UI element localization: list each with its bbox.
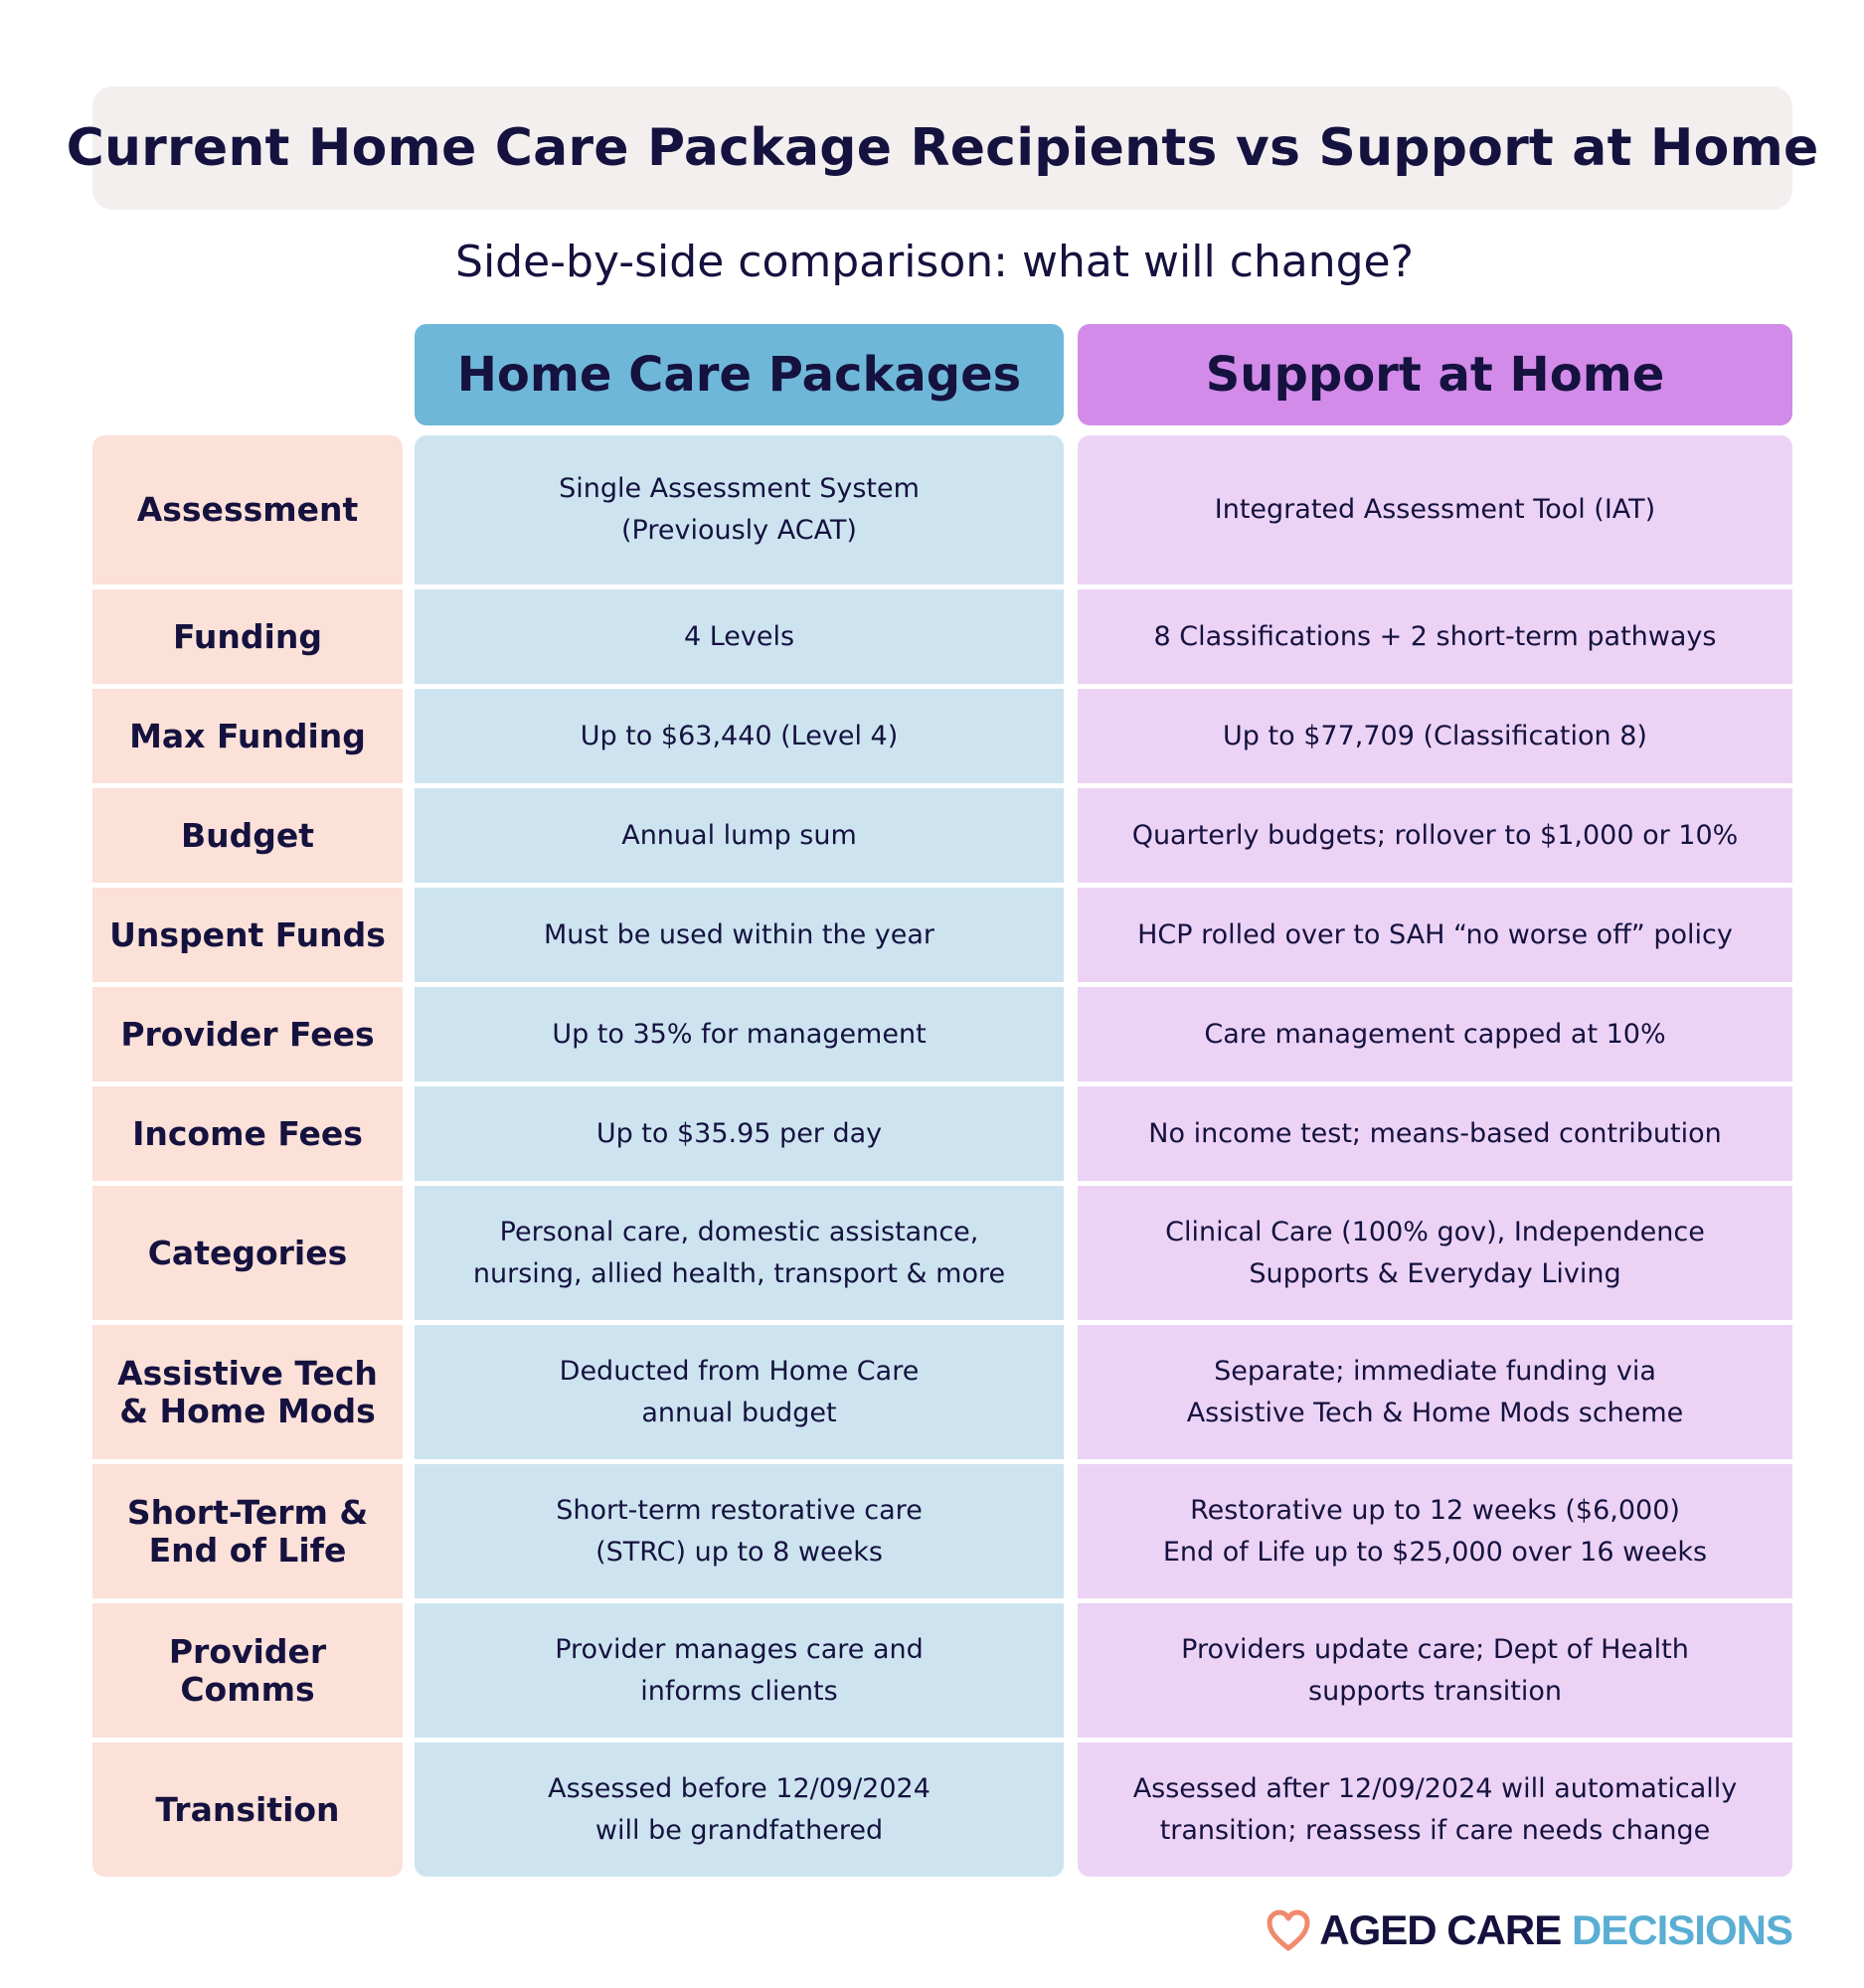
row-label-unspent-funds — [92, 883, 403, 982]
row-label-income-fees — [92, 1081, 403, 1181]
hcp-cell-text: Up to $35.95 per day — [595, 1117, 883, 1149]
row-label-text: Provider Fees — [120, 1014, 375, 1054]
sah-cell-text: Clinical Care (100% gov), Independence Supports & Everyday Living — [1165, 1216, 1705, 1289]
sah-cell-text: Restorative up to 12 weeks ($6,000) End of Life up to $25,000 over 16 weeks — [1162, 1494, 1708, 1568]
sah-cell-text: Quarterly budgets; rollover to $1,000 or 10% — [1131, 819, 1739, 851]
hcp-cell-assessment — [415, 435, 1064, 584]
hcp-cell-provider-fees — [415, 982, 1064, 1081]
row-label-provider-fees — [92, 982, 403, 1081]
row-label-categories — [92, 1181, 403, 1320]
aged-care-decisions-logo — [1266, 1901, 1792, 1960]
sah-cell-text: Up to $77,709 (Classification 8) — [1223, 720, 1647, 751]
row-label-budget — [92, 783, 403, 883]
hcp-cell-max-funding — [415, 684, 1064, 783]
sah-cell-budget — [1078, 783, 1792, 883]
sah-cell-text: HCP rolled over to SAH “no worse off” policy — [1137, 918, 1733, 950]
hcp-cell-provider-comms — [415, 1598, 1064, 1738]
sah-cell-provider-comms — [1078, 1598, 1792, 1738]
sah-cell-text: 8 Classifications + 2 short-term pathways — [1153, 620, 1717, 652]
sah-cell-funding — [1078, 584, 1792, 684]
row-labels-column — [92, 435, 403, 1877]
hcp-cell-unspent-funds — [415, 883, 1064, 982]
row-label-text: Transition — [155, 1789, 340, 1829]
row-label-text: Budget — [180, 815, 315, 855]
sah-cell-text: No income test; means-based contribution — [1148, 1117, 1722, 1149]
hcp-cell-text: Annual lump sum — [621, 819, 857, 851]
sah-cell-assessment — [1078, 435, 1792, 584]
logo-text-aged-care: AGED CARE — [1319, 1906, 1562, 1953]
hcp-cell-text: Up to $63,440 (Level 4) — [580, 720, 899, 751]
logo-text-decisions: DECISIONS — [1571, 1906, 1792, 1953]
sah-cell-max-funding — [1078, 684, 1792, 783]
hcp-cell-text: Deducted from Home Care annual budget — [559, 1355, 920, 1428]
hcp-cell-funding — [415, 584, 1064, 684]
hcp-cell-text: Assessed before 12/09/2024 will be grandfathered — [548, 1772, 931, 1846]
row-label-text: Max Funding — [129, 716, 366, 755]
row-label-funding — [92, 584, 403, 684]
hcp-cell-budget — [415, 783, 1064, 883]
row-label-max-funding — [92, 684, 403, 783]
row-label-transition — [92, 1738, 403, 1877]
title-banner — [66, 86, 1819, 210]
page-title: Current Home Care Package Recipients vs Support at Home — [66, 118, 1819, 178]
hcp-cell-income-fees — [415, 1081, 1064, 1181]
sah-cell-categories — [1078, 1181, 1792, 1320]
row-label-text: Unspent Funds — [109, 914, 386, 954]
hcp-cell-text: 4 Levels — [683, 620, 795, 652]
sah-cell-text: Providers update care; Dept of Health supports transition — [1181, 1633, 1689, 1707]
hcp-cell-text: Must be used within the year — [543, 918, 935, 950]
row-label-text: Assistive Tech & Home Mods — [117, 1353, 378, 1430]
row-label-text: Income Fees — [132, 1113, 363, 1153]
hcp-cell-short-term — [415, 1459, 1064, 1598]
sah-cell-provider-fees — [1078, 982, 1792, 1081]
row-label-text: Provider Comms — [168, 1631, 327, 1709]
row-label-text: Assessment — [136, 490, 359, 529]
row-label-provider-comms — [92, 1598, 403, 1738]
heart-icon — [1266, 1909, 1311, 1951]
column-header-home-care-packages: Home Care Packages — [415, 324, 1064, 425]
support-at-home-column — [1078, 435, 1792, 1877]
hcp-cell-categories — [415, 1181, 1064, 1320]
row-label-assistive-tech — [92, 1320, 403, 1459]
sah-cell-text: Assessed after 12/09/2024 will automatically transition; reassess if care needs change — [1132, 1772, 1738, 1846]
hcp-cell-text: Up to 35% for management — [552, 1018, 927, 1050]
hcp-cell-assistive-tech — [415, 1320, 1064, 1459]
hcp-cell-text: Short-term restorative care (STRC) up to 8 weeks — [556, 1494, 923, 1568]
row-label-short-term — [92, 1459, 403, 1598]
sah-cell-transition — [1078, 1738, 1792, 1877]
hcp-cell-transition — [415, 1738, 1064, 1877]
hcp-cell-text: Single Assessment System (Previously ACAT) — [559, 473, 920, 546]
page-subtitle: Side-by-side comparison: what will change? — [455, 237, 1414, 287]
sah-cell-unspent-funds — [1078, 883, 1792, 982]
hcp-cell-text: Provider manages care and informs clients — [555, 1633, 924, 1707]
home-care-packages-column — [415, 435, 1064, 1877]
row-label-assessment — [92, 435, 403, 584]
column-header-support-at-home: Support at Home — [1078, 324, 1792, 425]
row-label-text: Funding — [173, 616, 322, 656]
sah-cell-text: Care management capped at 10% — [1204, 1018, 1666, 1050]
sah-cell-text: Separate; immediate funding via Assistive Tech & Home Mods scheme — [1186, 1355, 1684, 1428]
sah-cell-short-term — [1078, 1459, 1792, 1598]
sah-cell-income-fees — [1078, 1081, 1792, 1181]
row-label-text: Categories — [147, 1233, 348, 1272]
sah-cell-assistive-tech — [1078, 1320, 1792, 1459]
sah-cell-text: Integrated Assessment Tool (IAT) — [1214, 494, 1656, 525]
hcp-cell-text: Personal care, domestic assistance, nursing, allied health, transport & more — [472, 1216, 1006, 1289]
row-label-text: Short-Term & End of Life — [126, 1492, 369, 1570]
